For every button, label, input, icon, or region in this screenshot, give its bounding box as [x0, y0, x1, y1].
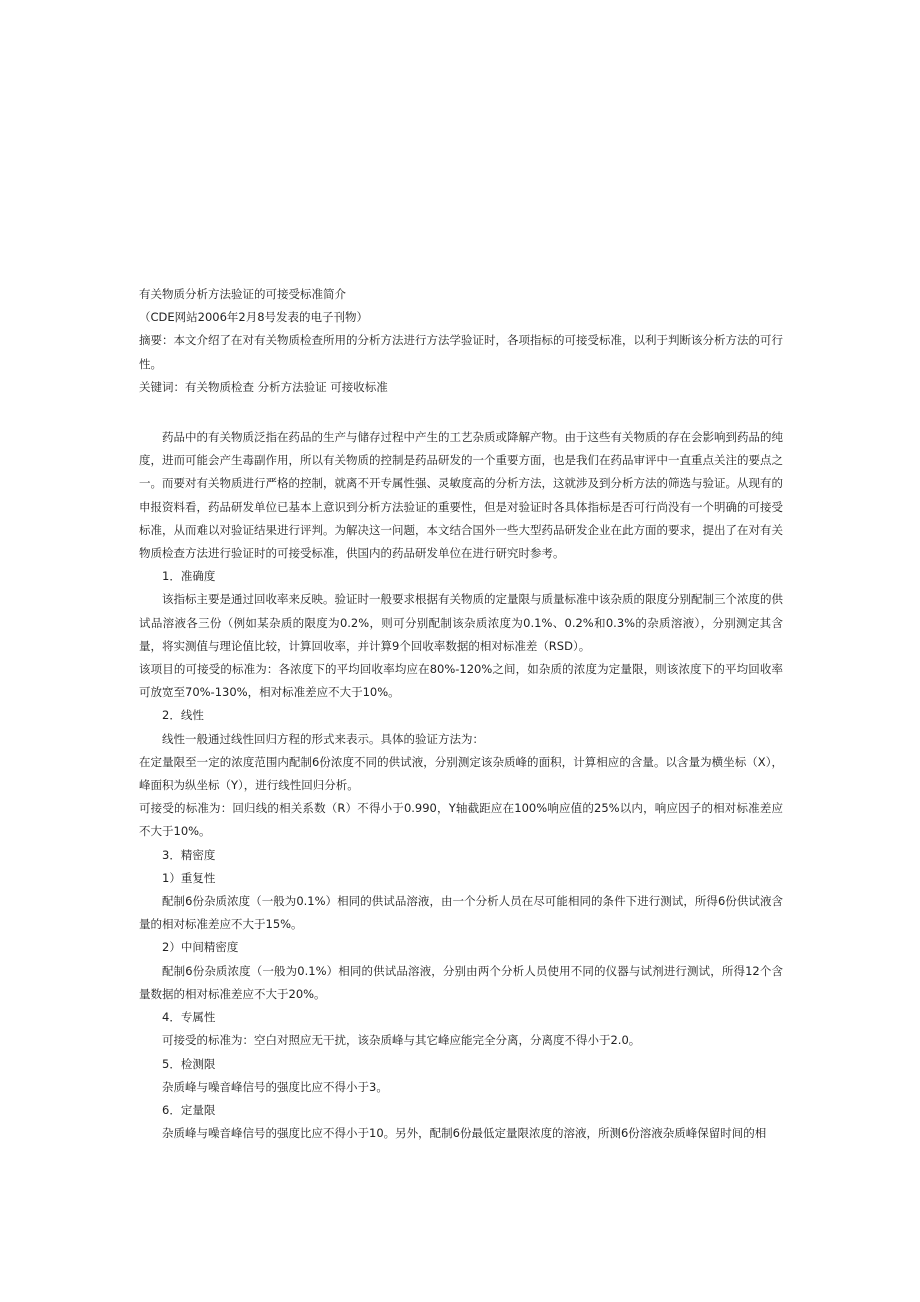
section-accuracy-heading: 1．准确度	[162, 569, 216, 584]
spacer	[139, 399, 783, 422]
doc-abstract: 摘要：本文介绍了在对有关物质检查所用的分析方法进行方法学验证时，各项指标的可接受标准，以利于判断该分析方法的可行性。	[139, 333, 783, 371]
section-specificity-text: 可接受的标准为：空白对照应无干扰，该杂质峰与其它峰应能完全分离，分离度不得小于2.0。	[162, 1033, 641, 1048]
section-intermediate-text: 配制6份杂质浓度（一般为0.1%）相同的供试品溶液，分别由两个分析人员使用不同的仪器与试剂进行测试，所得12个含量数据的相对标准差应不大于20%。	[139, 963, 783, 1001]
section-linearity-heading: 2．线性	[162, 708, 204, 723]
section-lod-text: 杂质峰与噪音峰信号的强度比应不得小于3。	[162, 1079, 388, 1094]
section-loq-text: 杂质峰与噪音峰信号的强度比应不得小于10。另外，配制6份最低定量限浓度的溶液，所测6份溶液杂质峰保留时间的相	[162, 1126, 767, 1141]
doc-source: （CDE网站2006年2月8号发表的电子刊物）	[139, 310, 369, 325]
section-linearity-method: 在定量限至一定的浓度范围内配制6份浓度不同的供试液，分别测定该杂质峰的面积，计算相应的含量。以含量为横坐标（X），峰面积为纵坐标（Y），进行线性回归分析。	[139, 754, 783, 793]
section-accuracy-criteria: 该项目的可接受的标准为：各浓度下的平均回收率均应在80%-120%之间，如杂质的浓度为定量限，则该浓度下的平均回收率可放宽至70%-130%，相对标准差应不大于10%。	[139, 662, 783, 700]
section-loq-heading: 6．定量限	[162, 1102, 216, 1117]
section-repeatability-text: 配制6份杂质浓度（一般为0.1%）相同的供试品溶液，由一个分析人员在尽可能相同的条件下进行测试，所得6份供试液含量的相对标准差应不大于15%。	[139, 894, 783, 932]
document-body	[139, 283, 783, 1145]
section-repeatability-heading: 1）重复性	[162, 870, 216, 885]
section-lod-heading: 5．检测限	[162, 1056, 216, 1071]
section-precision-heading: 3．精密度	[162, 847, 216, 862]
section-intermediate-heading: 2）中间精密度	[162, 940, 239, 955]
section-linearity-intro: 线性一般通过线性回归方程的形式来表示。具体的验证方法为：	[162, 731, 484, 746]
section-linearity-criteria: 可接受的标准为：回归线的相关系数（R）不得小于0.990，Y轴截距应在100%响应值的25%以内，响应因子的相对标准差应不大于10%。	[139, 801, 783, 839]
doc-title: 有关物质分析方法验证的可接受标准简介	[139, 287, 346, 301]
section-accuracy-text: 该指标主要是通过回收率来反映。验证时一般要求根据有关物质的定量限与质量标准中该杂质的限度分别配制三个浓度的供试品溶液各三份（例如某杂质的限度为0.2%，则可分别配制该杂质浓度为0.1%、0.2%和0.3%的杂质溶液），分别测定其含量，将实测值与理论值比较，计算回收率，并计算9个回收率数据的相对标准差（RSD）。	[139, 592, 783, 653]
intro-paragraph: 药品中的有关物质泛指在药品的生产与储存过程中产生的工艺杂质或降解产物。由于这些有关物质的存在会影响到药品的纯度，进而可能会产生毒副作用，所以有关物质的控制是药品研发的一个重要方面，也是我们在药品审评中一直重点关注的要点之一。而要对有关物质进行严格的控制，就离不开专属性强、灵敏度高的分析方法，这就涉及到分析方法的筛选与验证。从现有的申报资料看，药品研发单位已基本上意识到分析方法验证的重要性，但是对验证时各具体指标是否可行尚没有一个明确的可接受标准，从而难以对验证结果进行评判。为解决这一问题，本文结合国外一些大型药品研发企业在此方面的要求，提出了在对有关物质检查方法进行验证时的可接受标准，供国内的药品研发单位在进行研究时参考。	[139, 430, 783, 561]
section-specificity-heading: 4．专属性	[162, 1010, 216, 1025]
doc-keywords: 关键词：有关物质检查 分析方法验证 可接收标准	[139, 379, 388, 394]
